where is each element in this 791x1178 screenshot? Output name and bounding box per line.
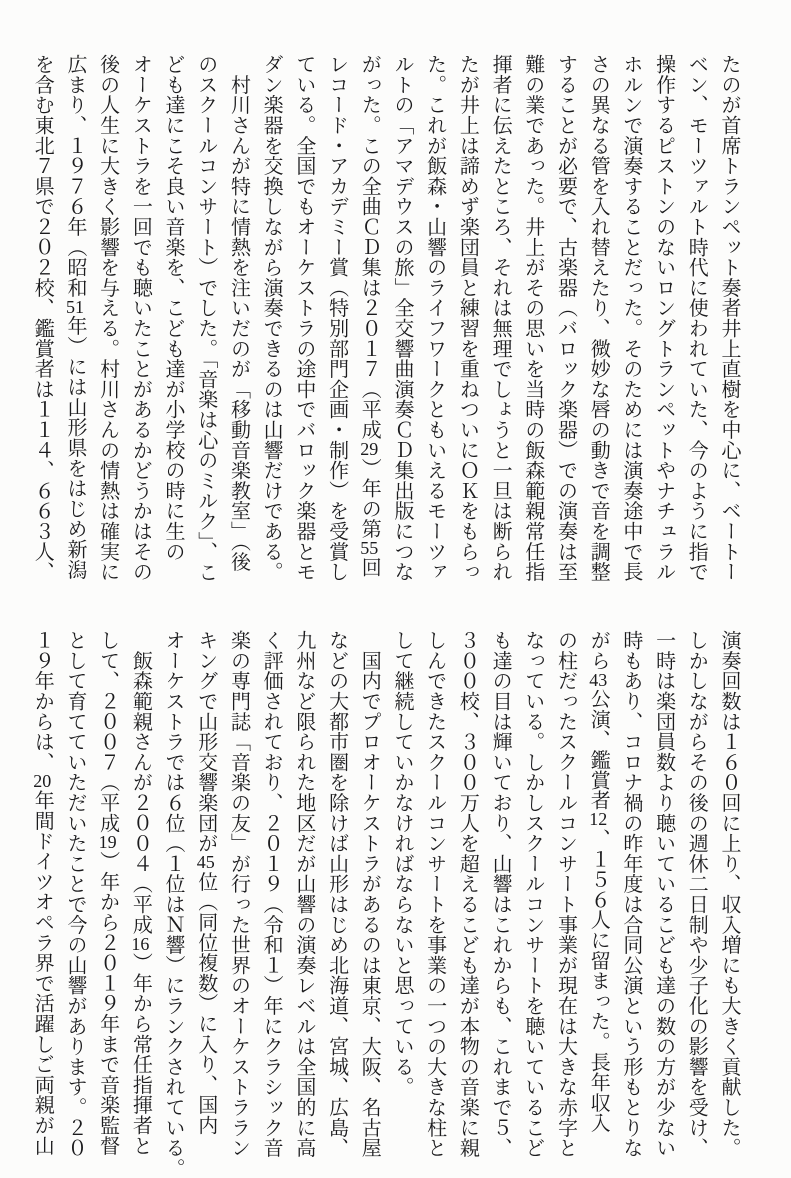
text-column: オーケストラでは６位（１位はＮ響）にランクされている。 [162,630,185,1178]
text-column: 演奏回数は１６０回に上り、収入増にも大きく貢献した。 [718,630,740,1158]
article-text-block-bottom [26,630,745,1178]
text-column: 国内でプロオーケストラがあるのは東京、大阪、名古屋 [358,630,381,1158]
text-column: レコード・アカデミー賞（特別部門企画・制作）を受賞し [325,54,348,582]
text-column: ３００校、３００万人を超えるこども達が本物の音楽に親 [456,630,479,1158]
text-column: 村川さんが特に情熱を注いだのが「移動音楽教室」（後 [227,54,250,572]
text-column: として育てていただいたことで今の山響があります。２０ [63,630,86,1158]
text-column: オーケストラを一回でも聴いたことがあるかどうかはその [129,54,152,582]
text-column: などの大都市圏を除けば山形はじめ北海道、宮城、広島、 [325,630,348,1158]
text-column: キングで山形交響楽団が45位（同位複数）に入り、国内 [194,630,217,1136]
text-column: ルトの「アマデウスの旅」全交響曲演奏ＣＤ集出版につな [390,54,413,582]
tate-chu-yoko-number: 45 [196,853,215,872]
text-column: ている。全国でもオーケストラの途中でバロック楽器とモ [292,54,315,582]
tate-chu-yoko-number: 19 [98,833,117,851]
text-column: 操作するピストンのないロングトランペットやナチュラル [652,54,675,582]
text-column: することが必要で、古楽器（バロック楽器）での演奏は至 [554,54,577,582]
tate-chu-yoko-number: 16 [131,934,150,953]
tate-chu-yoko-number: 51 [65,297,84,316]
text-column: がった。この全曲ＣＤ集は２０１７（平成29）年の第55回 [358,54,381,578]
text-column: 飯森範親さんが２００４（平成16）年から常任指揮者と [129,630,152,1156]
text-column: た。これが飯森・山響のライフワークともいえるモーツァ [423,54,446,582]
text-column: しかしながらその後の週休二日制や少子化の影響を受け、 [685,630,708,1158]
tate-chu-yoko-number: 12 [589,810,608,829]
text-column: 九州など限られた地区だが山響の演奏レベルは全国的に高 [292,630,315,1158]
text-column: １９年からは、20年間ドイツオペラ界で活躍しご両親が山 [31,630,54,1156]
text-column: 後の人生に大きく影響を与える。村川さんの情熱は確実に [96,54,119,582]
tate-chu-yoko-number: 43 [589,670,608,689]
text-column: 楽の専門誌「音楽の友」が行った世界のオーケストララン [227,630,250,1158]
text-column: 時もあり、コロナ禍の昨年度は合同公演という形もとりな [619,630,642,1158]
text-column: 揮者に伝えたところ、それは無理でしょうと一旦は断られ [489,54,512,582]
text-column: の柱だったスクールコンサート事業が現在は大きな赤字と [554,630,577,1158]
text-column: 一時は楽団員数より聴いているこども達の数の方が少ない [652,630,675,1158]
text-column: ホルンで演奏することだった。そのためには演奏途中で長 [619,54,642,582]
text-column: く評価されており、２０１９（令和１）年にクラシック音 [260,630,283,1158]
tate-chu-yoko-number: 55 [360,538,379,557]
text-column: して継続していかなければならないと思っている。 [390,630,413,1097]
text-column: なっている。しかしスクールコンサートを聴いているこど [521,630,544,1158]
text-column: 広まり、１９７６年（昭和51年）には山形県をはじめ新潟 [63,54,86,580]
text-column: も達の目は輝いており、山響はこれからも、これまで５、 [489,630,512,1158]
article-text-block-top [26,54,745,586]
text-column: を含む東北７県で２０２校、鑑賞者は１１４、６６３人、 [31,54,54,582]
text-column: 難の業であった。井上がその思いを当時の飯森範親常任指 [521,54,544,582]
text-column: さの異なる管を入れ替えたり、微妙な唇の動きで音を調整 [587,54,610,582]
text-column: して、２００７（平成19）年から２０１９年まで音楽監督 [96,630,119,1156]
tate-chu-yoko-number: 20 [33,772,52,791]
text-column: ども達にこそ良い音楽を、こども達が小学校の時に生の [162,54,185,562]
tate-chu-yoko-number: 29 [360,439,379,458]
text-column: ダン楽器を交換しながら演奏できるのは山響だけである。 [260,54,283,582]
text-column: たのが首席トランペット奏者井上直樹を中心に、ベートー [718,54,740,582]
text-column: ベン、モーツァルト時代に使われていた、今のように指で [685,54,708,582]
text-column: しんできたスクールコンサートを事業の一つの大きな柱と [423,630,446,1158]
text-column: たが井上は諦めず楽団員と練習を重ねついにＯＫをもらっ [456,54,479,582]
text-column: がら43公演、鑑賞者12、１５６人に留まった。長年収入 [587,630,610,1133]
text-column: のスクールコンサート）でした。「音楽は心のミルク」、こ [194,54,217,583]
